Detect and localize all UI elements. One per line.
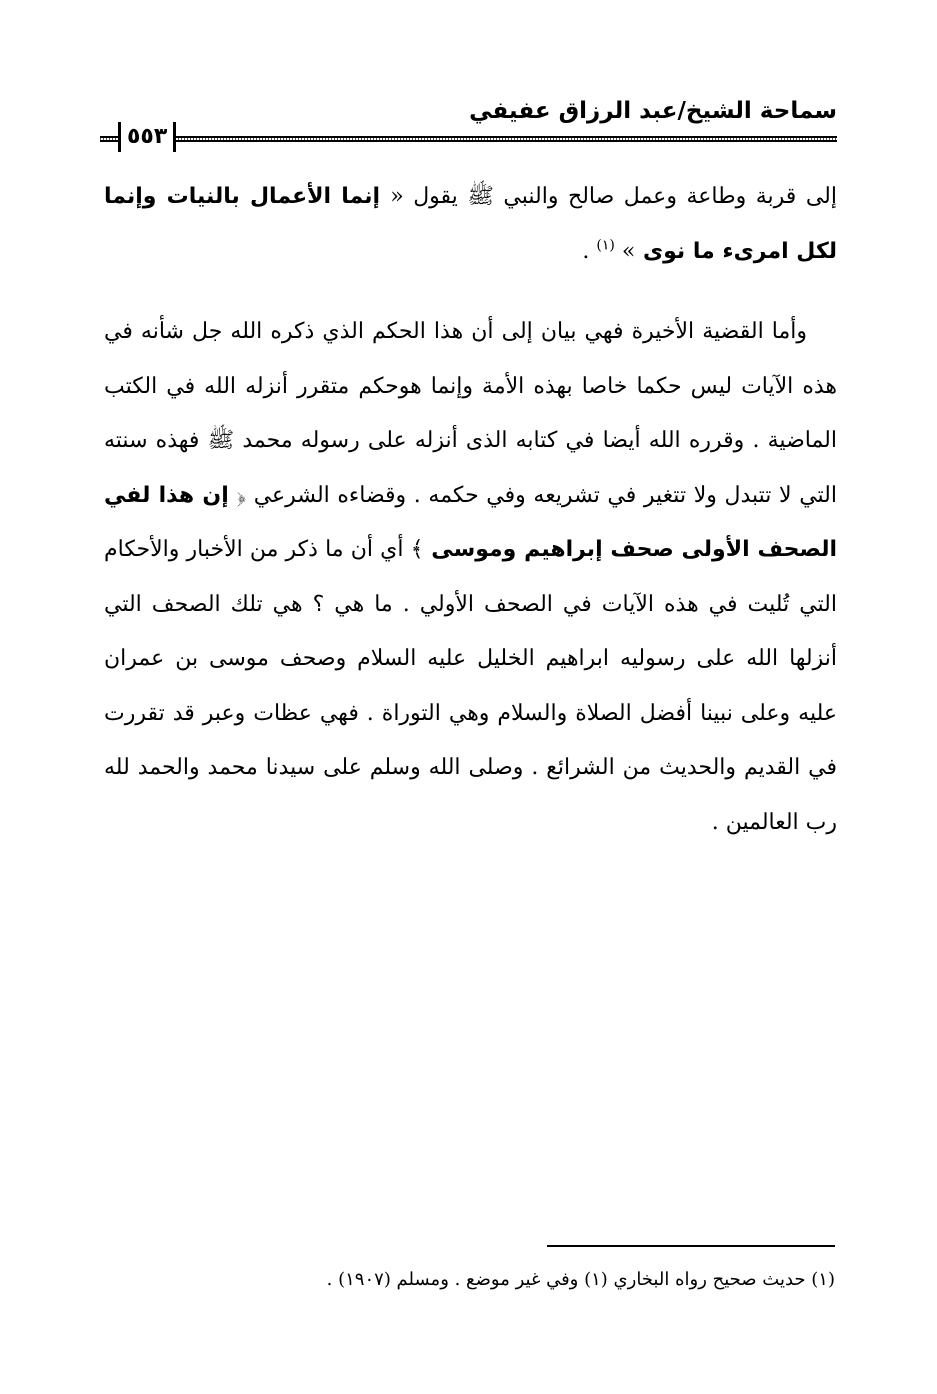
- paragraph-1: [104, 170, 837, 279]
- running-title: سماحة الشيخ/عبد الرزاق عفيفي: [469, 98, 837, 124]
- paragraph-2-text-a: وأما القضية الأخيرة فهي بيان إلى أن هذا الحكم الذي ذكره الله جل شأنه في هذه الآيات ليس حكما خاصا بهذه الأمة وإنما هوحكم متقرر أنزله الله في الكتب الماضية . وقرره الله أيضا في كتابه الذى أنزله على رسوله محمد ﷺ فهذه سنته التي لا تتبدل ولا تتغير في تشريعه وفي حكمه . وقضاءه الشرعي ﴿: [104, 319, 837, 508]
- paragraph-2: [104, 305, 837, 850]
- footnote-reference[interactable]: (١): [596, 237, 615, 254]
- quote-close: »: [621, 238, 636, 264]
- quran-quote: إن هذا لفي الصحف الأولى صحف إبراهيم وموسى: [104, 482, 837, 562]
- paragraph-2-text-b: ﴾ أي أن ما ذكر من الأخبار والأحكام التي تُليت في هذه الآيات في الصحف الأولي . ما هي ؟ هي تلك الصحف التي أنزلها الله على رسوليه ابراهيم الخليل عليه السلام وصحف موسى بن عمران عليه وعلى نبينا أفضل الصلاة والسلام وهي التوراة . فهي عظات وعبر قد تقررت في القديم والحديث من الشرائع . وصلى الله وسلم على سيدنا محمد والحمد لله رب العالمين .: [104, 537, 837, 835]
- header-rule: [100, 136, 837, 142]
- footnote-divider: [547, 1245, 835, 1247]
- hadith-quote: إنما الأعمال بالنيات وإنما لكل امرىء ما نوى: [104, 184, 837, 264]
- paragraph-1-end: .: [582, 238, 597, 264]
- paragraph-1-text: إلى قربة وطاعة وعمل صالح والنبي ﷺ يقول «: [390, 184, 837, 209]
- body-text: [104, 170, 837, 850]
- page-number: ٥٥٣: [118, 122, 176, 152]
- footnote: (١) حديث صحيح رواه البخاري (١) وفي غير موضع . ومسلم (١٩٠٧) .: [326, 1269, 835, 1290]
